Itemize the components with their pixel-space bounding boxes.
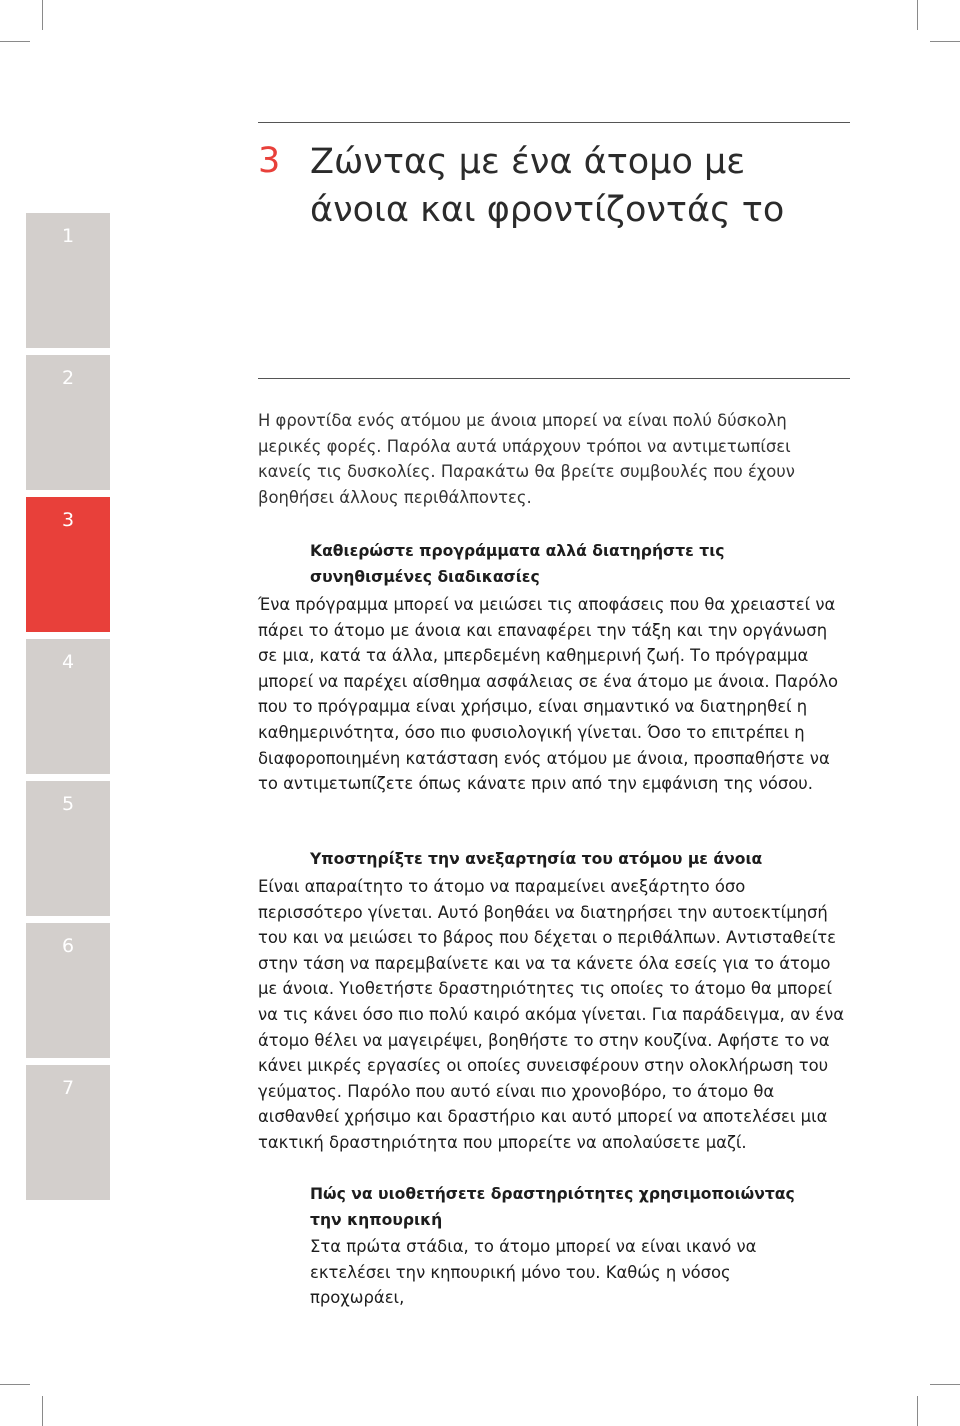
section-body-independence: Είναι απαραίτητο το άτομο να παραμείνει ανεξάρτητο όσο περισσότερο γίνεται. Αυτό βοηθάει να διατηρήσει την αυτοεκτίμησή του και να μειώσει το βάρος που δέχεται ο περιθάλπων. Αντισταθείτε στην τάση να παρεμβαίνετε και να τα κάνετε όλα εσείς για το άτομο με άνοια. Υιοθετήστε δραστηριότητες τις οποίες το άτομο θα μπορεί να τις κάνει όσο πιο πολύ καιρό ακόμα γίνεται. Για παράδειγμα, αν ένα άτομο θέλει να μαγειρέψει, βοηθήστε το στην κουζίνα. Αφήστε το να κάνει μικρές εργασίες οι οποίες συνεισφέρουν στην ολοκλήρωση του γεύματος. Παρόλο που αυτό είναι πιο χρονοβόρο, το άτομο θα αισθανθεί χρήσιμο και δραστήριο και αυτό μπορεί να αποτελέσει μια τακτική δραστηριότητα που μπορείτε να απολαύσετε μαζί. (258, 877, 845, 1152)
chapter-tab-label: 1 (61, 225, 75, 247)
section-body-gardening: Στα πρώτα στάδια, το άτομο μπορεί να είναι ικανό να εκτελέσει την κηπουρική μόνο του. Καθώς η νόσος προχωράει, (310, 1237, 757, 1308)
crop-mark-right-top (930, 41, 960, 42)
section-heading-routines: Καθιερώστε προγράμματα αλλά διατηρήστε τις συνηθισμένες διαδικασίες (310, 542, 725, 586)
crop-mark-top-left (42, 0, 43, 30)
crop-mark-right-bottom (930, 1384, 960, 1385)
chapter-tab-label: 5 (61, 793, 75, 815)
crop-mark-top-right (917, 0, 918, 30)
chapter-tab-5[interactable] (26, 781, 110, 916)
section-heading-independence: Υποστηρίξτε την ανεξαρτησία του ατόμου με άνοια (310, 850, 763, 868)
chapter-title: Ζώντας με ένα άτομο με άνοια και φροντίζοντάς το (310, 142, 785, 230)
chapter-tabs (26, 213, 110, 1207)
section-body-routines: Ένα πρόγραμμα μπορεί να μειώσει τις αποφάσεις που θα χρειαστεί να πάρει το άτομο με άνοια και επαναφέρει την τάξη και την οργάνωση σε μια, κατά τα άλλα, μπερδεμένη καθημερινή ζωή. Το πρόγραμμα μπορεί να παρέχει αίσθημα ασφάλειας σε ένα άτομο με άνοια. Παρόλο που το πρόγραμμα είναι χρήσιμο, είναι σημαντικό να διατηρηθεί η καθημερινότητα, όσο πιο φυσιολογική γίνεται. Όσο το επιτρέπει η διαφοροποιημένη κατάσταση ενός ατόμου με άνοια, προσπαθήστε να το αντιμετωπίζετε όπως κάνατε πριν από την εμφάνιση της νόσου. (258, 595, 839, 794)
intro-paragraph: Η φροντίδα ενός ατόμου με άνοια μπορεί να είναι πολύ δύσκολη μερικές φορές. Παρόλα αυτά υπάρχουν τρόποι να αντιμετωπίσει κανείς τις δυσκολίες. Παρακάτω θα βρείτε συμβουλές που έχουν βοηθήσει άλλους περιθάλποντες. (258, 411, 795, 507)
chapter-tab-3-active[interactable] (26, 497, 110, 632)
chapter-tab-4[interactable] (26, 639, 110, 774)
chapter-tab-6[interactable] (26, 923, 110, 1058)
section-heading-gardening: Πώς να υιοθετήσετε δραστηριότητες χρησιμοποιώντας την κηπουρική (310, 1185, 795, 1229)
chapter-tab-label: 3 (61, 509, 75, 531)
chapter-tab-1[interactable] (26, 213, 110, 348)
chapter-tab-label: 4 (61, 651, 75, 673)
chapter-tab-label: 6 (61, 935, 75, 957)
chapter-number: 3 (258, 141, 281, 181)
header-rule-bottom (258, 378, 850, 379)
crop-mark-bottom-right (917, 1396, 918, 1426)
chapter-tab-2[interactable] (26, 355, 110, 490)
chapter-tab-7[interactable] (26, 1065, 110, 1200)
crop-mark-left-bottom (0, 1384, 30, 1385)
crop-mark-bottom-left (42, 1396, 43, 1426)
chapter-tab-label: 7 (61, 1077, 75, 1099)
crop-mark-left-top (0, 41, 30, 42)
chapter-tab-label: 2 (61, 367, 75, 389)
header-rule-top (258, 122, 850, 123)
